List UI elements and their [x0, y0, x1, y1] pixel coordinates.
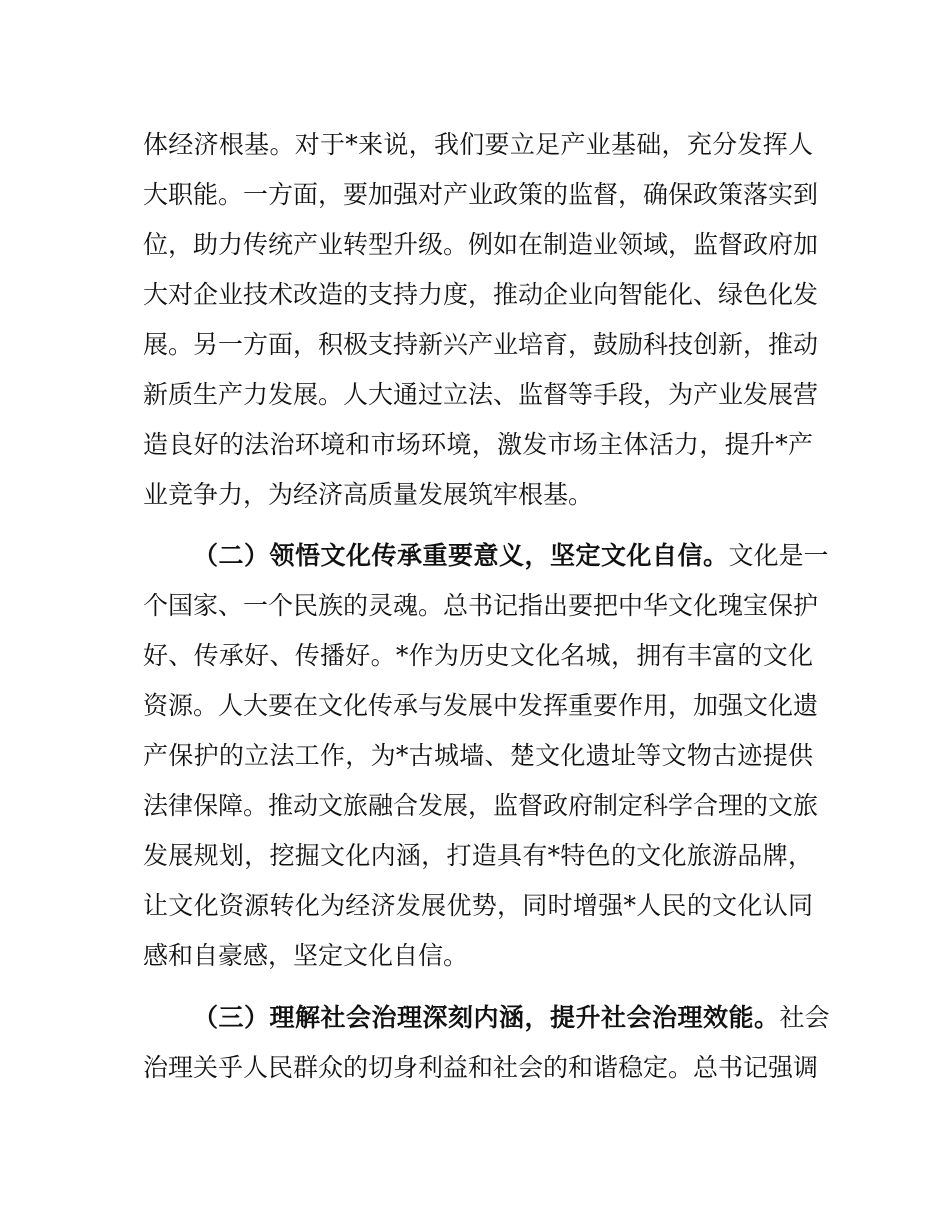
- p1-line-6: 新质生产力发展。人大通过立法、监督等手段，为产业发展营: [143, 380, 819, 409]
- p1-line-4: 大对企业技术改造的支持力度，推动企业向智能化、绿色化发: [143, 280, 819, 309]
- p3-heading: （三）理解社会治理深刻内涵，提升社会治理效能。: [193, 1003, 780, 1032]
- p1-line-2: 大职能。一方面，要加强对产业政策的监督，确保政策落实到: [143, 180, 819, 209]
- p2-line-8: 让文化资源转化为经济发展优势，同时增强*人民的文化认同: [143, 891, 813, 920]
- p1-line-1: 体经济根基。对于*来说，我们要立足产业基础，充分发挥人: [143, 130, 813, 159]
- p2-line-3: 好、传承好、传播好。*作为历史文化名城，拥有丰富的文化: [143, 641, 813, 670]
- p2-line-6: 法律保障。推动文旅融合发展，监督政府制定科学合理的文旅: [143, 791, 819, 820]
- p1-line-5: 展。另一方面，积极支持新兴产业培育，鼓励科技创新，推动: [143, 330, 819, 359]
- p3-line-1: [193, 993, 830, 1043]
- p2-line-9: 感和自豪感，坚定文化自信。: [143, 941, 469, 970]
- p2-line-5: 产保护的立法工作，为*古城墙、楚文化遗址等文物古迹提供: [143, 741, 813, 770]
- p2-line-1: [193, 531, 829, 581]
- p2-first-line-rest: 文化是一: [728, 541, 829, 570]
- p2-line-2: 个国家、一个民族的灵魂。总书记指出要把中华文化瑰宝保护: [143, 591, 819, 620]
- p2-line-7: 发展规划，挖掘文化内涵，打造具有*特色的文化旅游品牌，: [143, 841, 813, 870]
- p1-line-3: 位，助力传统产业转型升级。例如在制造业领域，监督政府加: [143, 230, 819, 259]
- p1-line-7: 造良好的法治环境和市场环境，激发市场主体活力，提升*产: [143, 430, 813, 459]
- p3-first-line-rest: 社会: [779, 1003, 830, 1032]
- p2-line-4: 资源。人大要在文化传承与发展中发挥重要作用，加强文化遗: [143, 691, 819, 720]
- p2-heading: （二）领悟文化传承重要意义，坚定文化自信。: [193, 541, 729, 570]
- p1-line-8: 业竞争力，为经济高质量发展筑牢根基。: [143, 480, 594, 509]
- p3-line-2: 治理关乎人民群众的切身利益和社会的和谐稳定。总书记强调: [143, 1053, 819, 1082]
